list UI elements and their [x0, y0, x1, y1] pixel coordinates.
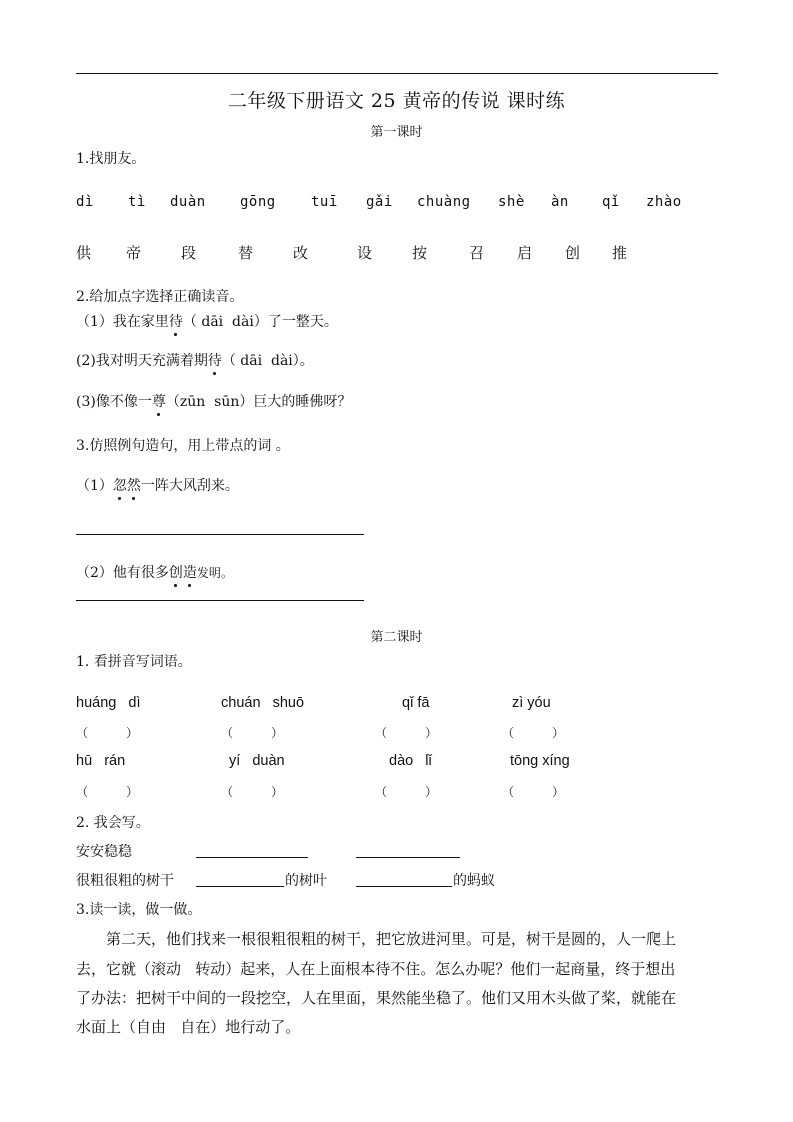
q2-item-1-after: （ dāi dài）了一整天。 [182, 314, 338, 330]
l2-q2-blank-1a[interactable] [196, 857, 308, 858]
q1-pinyin-7: shè [498, 194, 525, 210]
l2-pinyin-row1-2: qǐ fā [402, 695, 430, 711]
l2-pinyin-row2-2: dào lǐ [389, 753, 432, 769]
q1-char-10: 推 [612, 244, 628, 262]
q2-item-1-before: （1）我在家里 [76, 314, 169, 330]
q1-char-4: 改 [293, 244, 309, 262]
l2-pinyin-row2-0: hū rán [76, 753, 126, 769]
top-rule [76, 73, 718, 74]
q1-pinyin-5: gǎi [366, 194, 393, 210]
l2-paren-row1-3[interactable]: （ ） [502, 726, 565, 740]
q1-char-8: 启 [517, 244, 533, 262]
q1-char-9: 创 [565, 244, 581, 262]
q1-pinyin-8: àn [551, 194, 569, 210]
q2-item-3 [76, 391, 351, 411]
q2-item-1 [76, 311, 338, 331]
q2-item-3-dotted: 尊 [152, 391, 166, 411]
q1-pinyin-1: tì [128, 194, 146, 210]
q3-answer-line-2[interactable] [76, 600, 364, 601]
q3-ex1-dot1: 忽 [113, 475, 127, 495]
l2-paren-row1-1[interactable]: （ ） [221, 726, 284, 740]
lesson1-q3-label: 3.仿照例句造句，用上带点的词 。 [76, 438, 290, 454]
reading-paragraph-line-2: 去，它就（滚动 转动）起来，人在上面根本待不住。怎么办呢？他们一起商量，终于想出 [76, 960, 676, 978]
l2-pinyin-row1-1: chuán shuō [221, 695, 305, 711]
q2-item-2 [76, 350, 314, 370]
q3-ex2-dot1: 创 [169, 562, 183, 582]
q1-char-2: 段 [181, 244, 197, 262]
l2-paren-row2-2[interactable]: （ ） [375, 785, 438, 799]
q1-char-5: 设 [357, 244, 373, 262]
l2-pinyin-row2-3: tōng xíng [510, 753, 570, 769]
q2-item-2-dotted: 待 [208, 350, 222, 370]
q2-item-2-before: (2)我对明天充满着期 [76, 353, 208, 369]
q1-pinyin-9: qǐ [602, 194, 620, 210]
reading-paragraph-line-3: 了办法：把树干中间的一段挖空，人在里面，果然能坐稳了。他们又用木头做了桨，就能在 [76, 989, 677, 1007]
l2-q2-blank-2a[interactable] [196, 886, 284, 887]
lesson2-q1-label: 1. 看拼音写词语。 [76, 654, 192, 670]
q1-char-3: 替 [238, 244, 254, 262]
q1-pinyin-2: duàn [170, 194, 206, 210]
lesson1-q2-label: 2.给加点字选择正确读音。 [76, 289, 244, 305]
q2-item-3-after: （zūn sūn）巨大的睡佛呀？ [165, 394, 352, 410]
l2-pinyin-row1-0: huáng dì [76, 695, 141, 711]
q2-item-1-dotted: 待 [169, 311, 183, 331]
l2-q2-blank-1b[interactable] [356, 857, 460, 858]
reading-paragraph-line-1: 第二天，他们找来一根很粗很粗的树干，把它放进河里。可是，树干是圆的，人一爬上 [106, 930, 677, 948]
l2-q2-line2-mid: 的树叶 [285, 873, 327, 889]
l2-q2-line2-right: 的蚂蚁 [453, 873, 495, 889]
q3-ex2-before: （2）他有很多 [76, 565, 169, 581]
l2-paren-row1-2[interactable]: （ ） [375, 726, 438, 740]
l2-paren-row2-1[interactable]: （ ） [221, 785, 284, 799]
l2-q2-line1-text: 安安稳稳 [76, 844, 132, 860]
q2-item-2-after: （ dāi dài）。 [221, 353, 314, 369]
lesson1-heading: 第一课时 [370, 125, 423, 140]
l2-pinyin-row1-3: zì yóu [512, 695, 551, 711]
l2-paren-row2-0[interactable]: （ ） [76, 785, 139, 799]
l2-q2-blank-2b[interactable] [356, 886, 452, 887]
q3-ex2-after: 发明。 [196, 566, 233, 580]
lesson2-q2-label: 2. 我会写。 [76, 815, 150, 831]
q3-ex2-dot2: 造 [183, 562, 197, 582]
q1-pinyin-0: dì [76, 194, 94, 210]
q1-char-0: 供 [76, 244, 92, 262]
q3-example-1 [76, 475, 239, 495]
q1-char-7: 召 [469, 244, 485, 262]
q3-ex1-before: （1） [76, 478, 113, 494]
q3-answer-line-1[interactable] [76, 534, 364, 535]
q1-char-6: 按 [412, 244, 428, 262]
q1-pinyin-6: chuàng [417, 194, 471, 210]
l2-paren-row1-0[interactable]: （ ） [76, 726, 139, 740]
l2-pinyin-row2-1: yí duàn [229, 753, 285, 769]
page-title: 二年级下册语文 25 黄帝的传说 课时练 [227, 90, 566, 112]
lesson2-q3-label: 3.读一读，做一做。 [76, 902, 202, 918]
q3-ex1-after: 一阵大风刮来。 [140, 478, 239, 494]
q1-char-1: 帝 [126, 244, 142, 262]
q1-pinyin-4: tuī [311, 194, 338, 210]
l2-q2-line2-text: 很粗很粗的树干 [76, 873, 174, 889]
q1-pinyin-3: gōng [240, 194, 276, 210]
l2-paren-row2-3[interactable]: （ ） [502, 785, 565, 799]
reading-paragraph-line-4: 水面上（自由 自在）地行动了。 [76, 1018, 301, 1036]
q3-ex1-dot2: 然 [127, 475, 141, 495]
lesson2-heading: 第二课时 [370, 630, 423, 645]
lesson1-q1-label: 1.找朋友。 [76, 151, 146, 167]
q1-pinyin-10: zhào [646, 194, 682, 210]
q3-example-2 [76, 562, 233, 582]
q2-item-3-before: (3)像不像一 [76, 394, 152, 410]
